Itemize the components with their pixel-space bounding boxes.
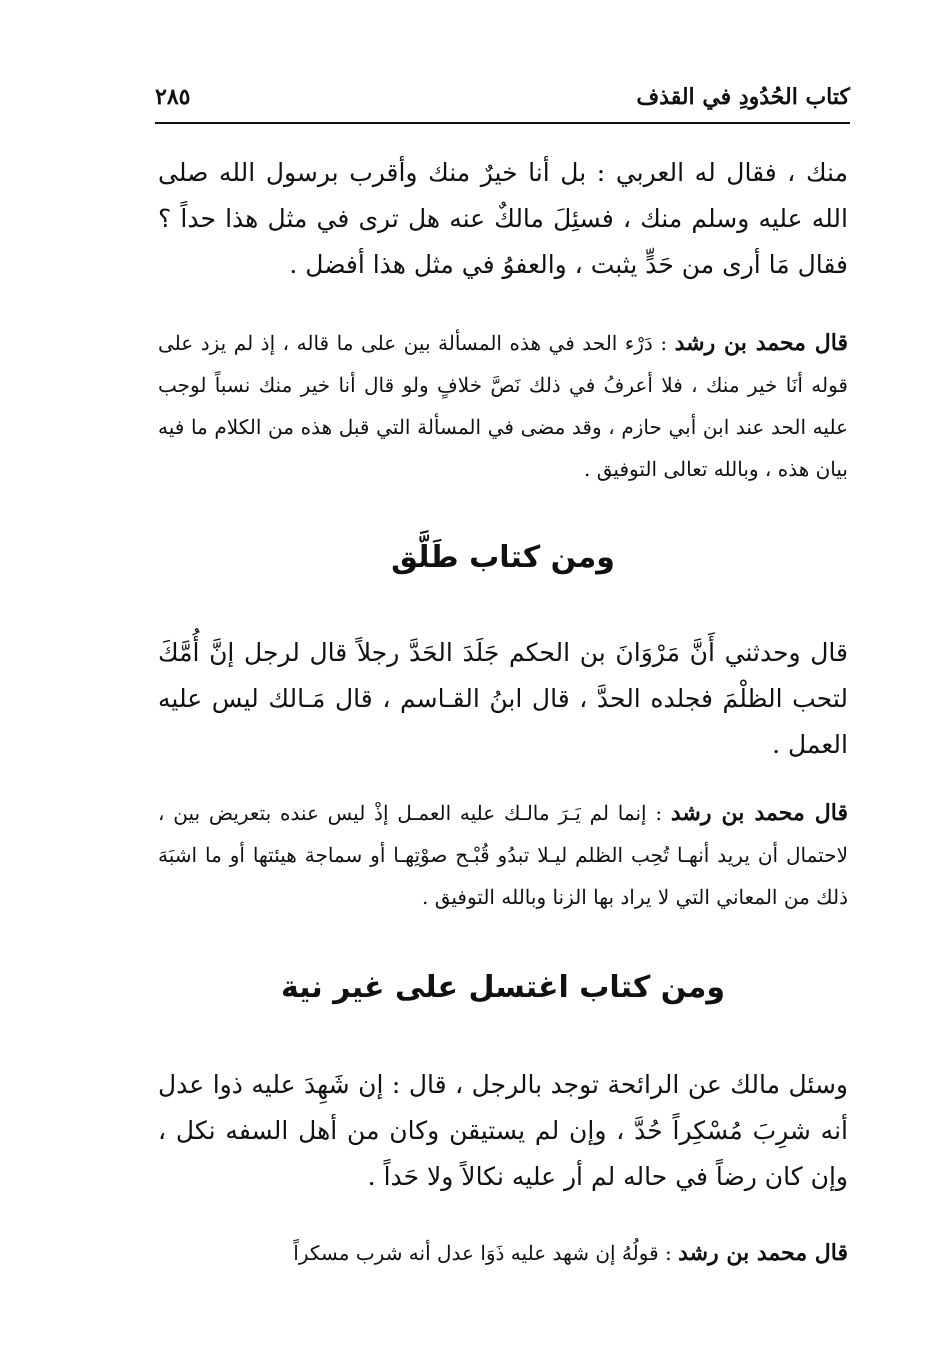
commentary-2 (158, 792, 848, 918)
paragraph-2: قال وحدثني أَنَّ مَرْوَانَ بن الحكم جَلَدَ الحَدَّ رجلاً قال لرجل إنَّ أُمَّكَ لتحب الظلْمَ فجلده الحدَّ ، قال ابنُ القـاسم ، قال مَـالك ليس عليه العمل . (158, 638, 848, 759)
running-title: كتاب الحُدُودِ في القذف (636, 84, 850, 110)
paragraph-3: وسئل مالك عن الرائحة توجد بالرجل ، قال : إن شَهِدَ عليه ذوا عدل أنه شرِبَ مُسْكِراً حُدَّ ، وإن لم يستيقن وكان من أهل السفه نكل ، وإن كان رضاً في حاله لم أر عليه نكالاً ولا حَداً . (158, 1070, 848, 1191)
commentary-3-speaker: قال محمد بن رشد (678, 1240, 848, 1266)
commentary-2-text: : إنما لم يَـرَ مالـك عليه العمـل إذْ ليس عنده بتعريض بين ، لاحتمال أن يريد أنهـا تُحِب الظلم ليـلا تبدُو قُبْـح صوْتِهـا أو سماجة هيئتها أو ما اشبَهَ ذلك من المعاني التي لا يراد بها الزنا وبالله التوفيق . (158, 801, 848, 909)
commentary-1-text: : دَرْء الحد في هذه المسألة بين على ما قاله ، إذ لم يزد على قوله أنَا خير منك ، فلا أعرفُ في ذلك نَصَّ خلافٍ ولو قال أنا خير منك نسباً لوجب عليه الحد عند ابن أبي حازم ، وقد مضى في المسألة التي قبل هذه من الكلام ما فيه بيان هذه ، وبالله تعالى التوفيق . (158, 331, 848, 481)
paragraph-1: منك ، فقال له العربي : بل أنا خيرٌ منك وأقرب برسول الله صلى الله عليه وسلم منك ، فسئِلَ مالكٌ عنه هل ترى في مثل هذا حداً ؟ فقال مَا أرى من حَدٍّ يثبت ، والعفوُ في مثل هذا أفضل . (158, 158, 848, 279)
commentary-2-speaker: قال محمد بن رشد (670, 800, 849, 826)
commentary-1 (158, 322, 848, 490)
commentary-3 (158, 1232, 848, 1274)
page-header (155, 82, 850, 124)
section-heading-1: ومن كتاب طَلَّق (391, 540, 615, 575)
page-number: ٢٨٥ (155, 84, 191, 110)
commentary-1-speaker: قال محمد بن رشد (674, 330, 848, 356)
section-heading-2: ومن كتاب اغتسل على غير نية (280, 970, 726, 1005)
commentary-3-text: : قولُهُ إن شهد عليه ذَوَا عدل أنه شرب مسكراً (293, 1241, 672, 1265)
